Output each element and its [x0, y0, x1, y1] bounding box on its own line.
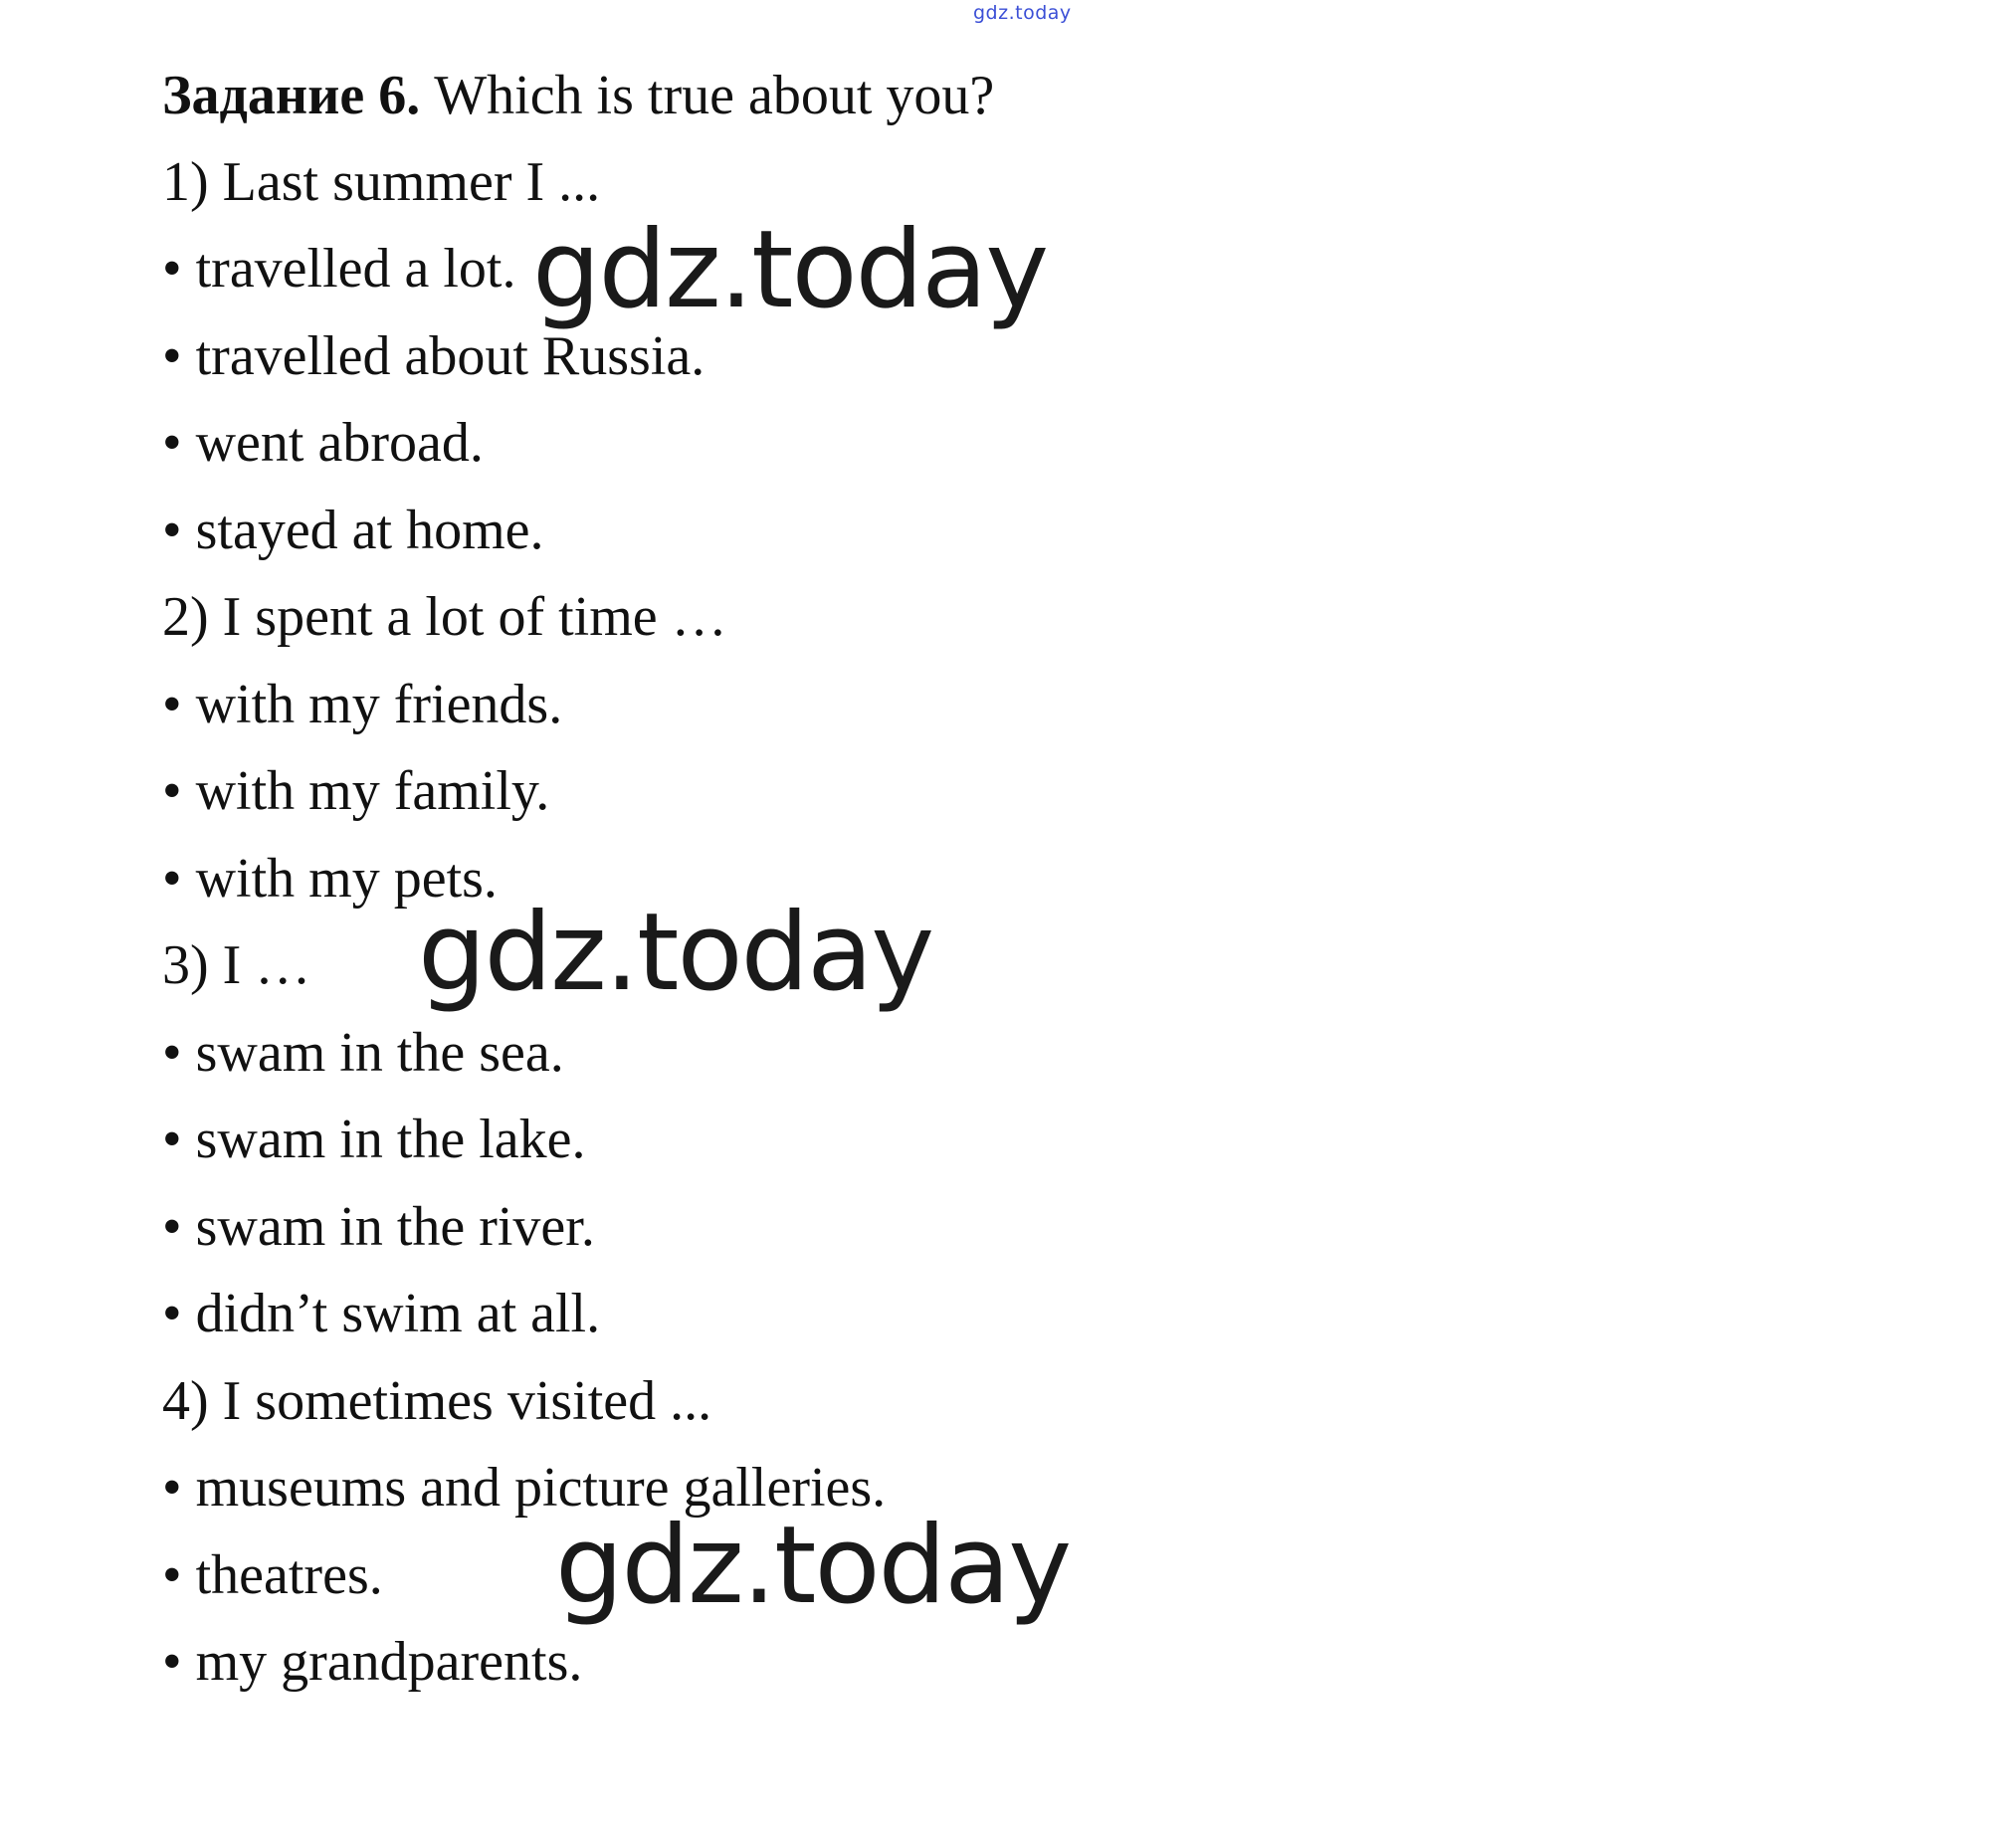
option-with-family: • with my family. — [162, 760, 550, 822]
question-4: 4) I sometimes visited ... — [162, 1370, 712, 1432]
option-museums: • museums and picture galleries. — [162, 1457, 887, 1519]
option-travelled-about-russia: • travelled about Russia. — [162, 325, 706, 387]
option-travelled-a-lot: • travelled a lot. — [162, 238, 516, 300]
task-label: Задание 6. — [162, 65, 421, 126]
question-2: 2) I spent a lot of time … — [162, 586, 727, 648]
watermark-2: gdz.today — [418, 891, 933, 1015]
top-watermark: gdz.today — [973, 2, 1072, 24]
option-with-friends: • with my friends. — [162, 674, 563, 735]
task-heading — [162, 65, 995, 126]
option-swam-sea: • swam in the sea. — [162, 1022, 564, 1084]
task-question: Which is true about you? — [434, 65, 995, 126]
option-grandparents: • my grandparents. — [162, 1631, 583, 1693]
question-3: 3) I … — [162, 934, 311, 996]
watermark-1: gdz.today — [532, 208, 1048, 332]
option-didnt-swim: • didn’t swim at all. — [162, 1283, 601, 1344]
option-with-pets: • with my pets. — [162, 848, 498, 910]
question-1: 1) Last summer I ... — [162, 151, 601, 213]
option-went-abroad: • went abroad. — [162, 412, 484, 474]
option-stayed-at-home: • stayed at home. — [162, 500, 544, 561]
watermark-3: gdz.today — [555, 1504, 1071, 1628]
option-swam-lake: • swam in the lake. — [162, 1109, 586, 1170]
option-swam-river: • swam in the river. — [162, 1196, 595, 1258]
option-theatres: • theatres. — [162, 1544, 383, 1606]
